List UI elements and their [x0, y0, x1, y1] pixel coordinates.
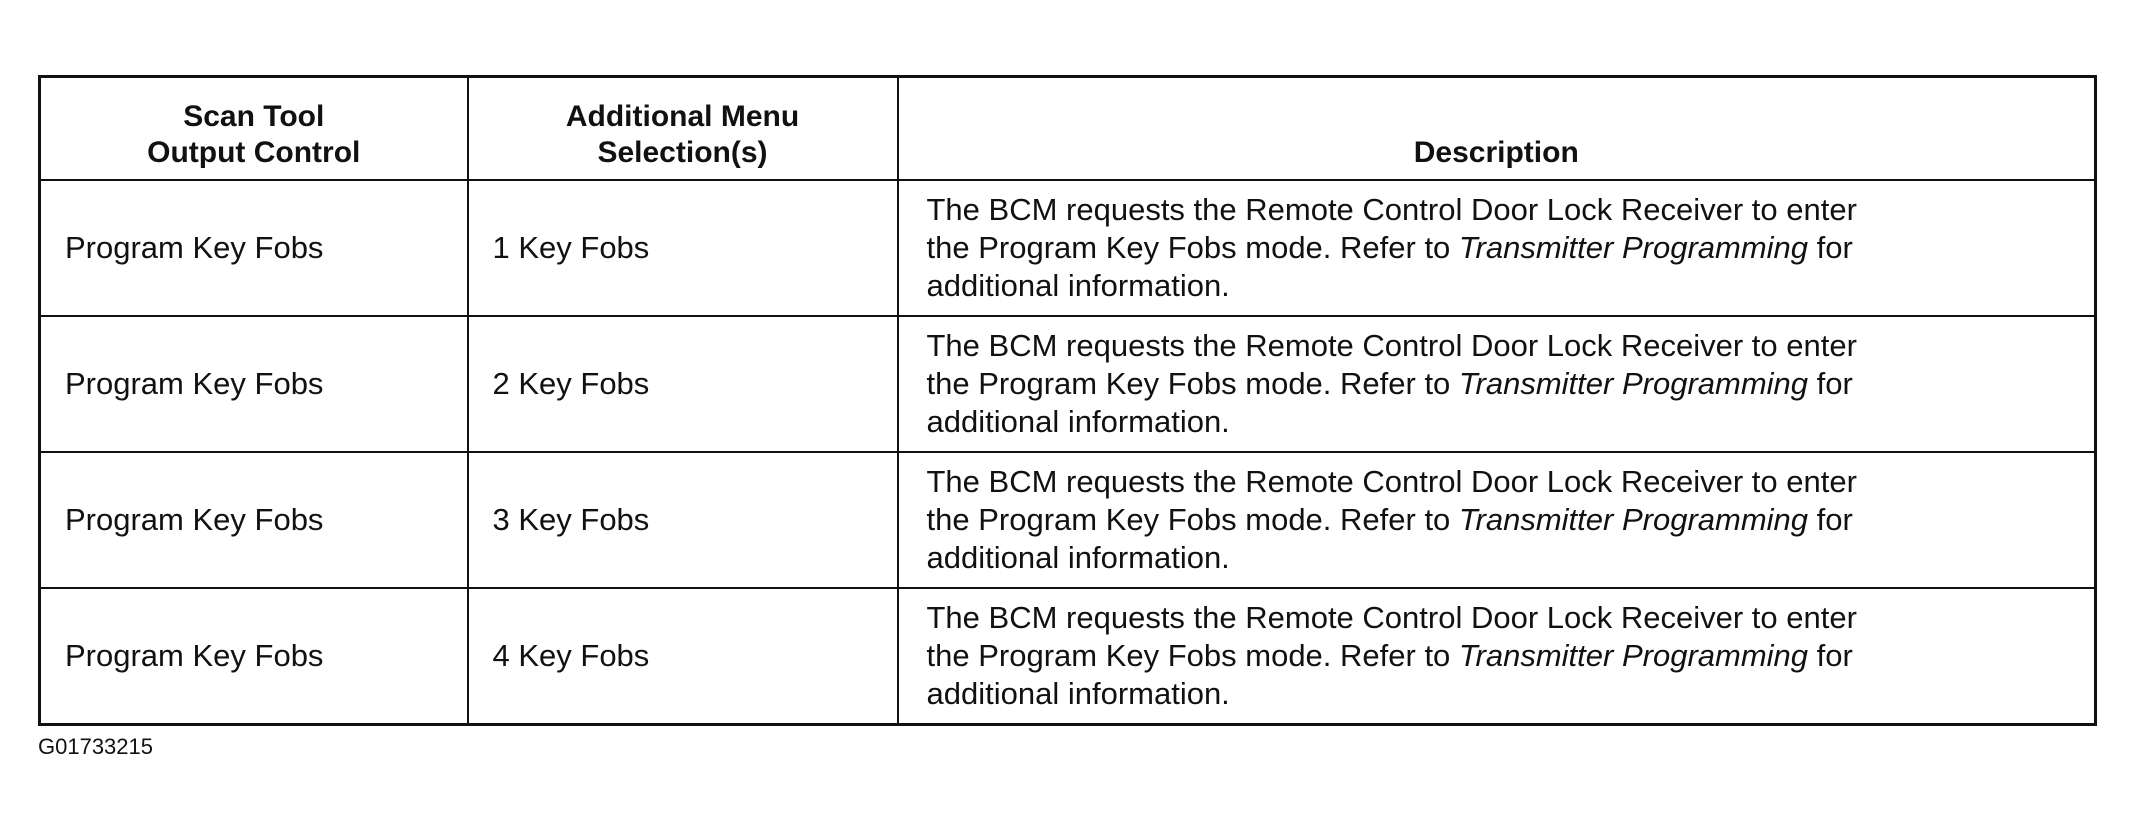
description-line: [927, 637, 2075, 675]
description-line: [927, 229, 2075, 267]
description-text: for: [1808, 230, 1853, 265]
description-text: for: [1808, 366, 1853, 401]
description-line: additional information.: [926, 268, 1230, 303]
table-row: [40, 452, 2096, 588]
description-text: for: [1808, 638, 1853, 673]
description-line: The BCM requests the Remote Control Door Lock Receiver to enter: [926, 328, 1857, 363]
header-text: Additional Menu: [565, 100, 800, 133]
figure-id-label: G01733215: [38, 734, 153, 759]
description-line: [927, 501, 2075, 539]
output-control-table: [38, 75, 2097, 726]
transmitter-programming-reference: Transmitter Programming: [1458, 366, 1809, 401]
description-line: additional information.: [926, 676, 1230, 711]
header-text: Selection(s): [597, 136, 768, 169]
menu-selection-cell: 3 Key Fobs: [468, 452, 898, 588]
description-line: additional information.: [926, 540, 1230, 575]
menu-selection-cell: 4 Key Fobs: [468, 588, 898, 725]
output-control-cell: Program Key Fobs: [40, 180, 468, 316]
transmitter-programming-reference: Transmitter Programming: [1458, 502, 1809, 537]
header-scan-tool-output-control: [40, 77, 468, 181]
description-cell: [898, 452, 2096, 588]
table-row: [40, 588, 2096, 725]
transmitter-programming-reference: Transmitter Programming: [1458, 230, 1809, 265]
description-cell: [898, 180, 2096, 316]
table-row: [40, 316, 2096, 452]
transmitter-programming-reference: Transmitter Programming: [1458, 638, 1809, 673]
table-header-row: [40, 77, 2096, 181]
description-line: additional information.: [926, 404, 1230, 439]
header-text: Scan Tool: [183, 100, 325, 133]
output-control-cell: Program Key Fobs: [40, 316, 468, 452]
description-cell: [898, 588, 2096, 725]
header-text: Description: [1413, 136, 1579, 169]
description-text: the Program Key Fobs mode. Refer to: [926, 638, 1459, 673]
description-line: The BCM requests the Remote Control Door Lock Receiver to enter: [926, 600, 1857, 635]
description-line: The BCM requests the Remote Control Door Lock Receiver to enter: [926, 464, 1857, 499]
header-description: [898, 77, 2096, 181]
table-row: [40, 180, 2096, 316]
output-control-cell: Program Key Fobs: [40, 588, 468, 725]
menu-selection-cell: 2 Key Fobs: [468, 316, 898, 452]
description-text: for: [1808, 502, 1853, 537]
description-text: the Program Key Fobs mode. Refer to: [926, 230, 1459, 265]
description-text: the Program Key Fobs mode. Refer to: [926, 502, 1459, 537]
description-line: The BCM requests the Remote Control Door Lock Receiver to enter: [926, 192, 1857, 227]
output-control-cell: Program Key Fobs: [40, 452, 468, 588]
description-cell: [898, 316, 2096, 452]
header-text: Output Control: [147, 136, 361, 169]
description-line: [927, 365, 2075, 403]
menu-selection-cell: 1 Key Fobs: [468, 180, 898, 316]
description-text: the Program Key Fobs mode. Refer to: [926, 366, 1459, 401]
header-additional-menu-selections: [468, 77, 898, 181]
